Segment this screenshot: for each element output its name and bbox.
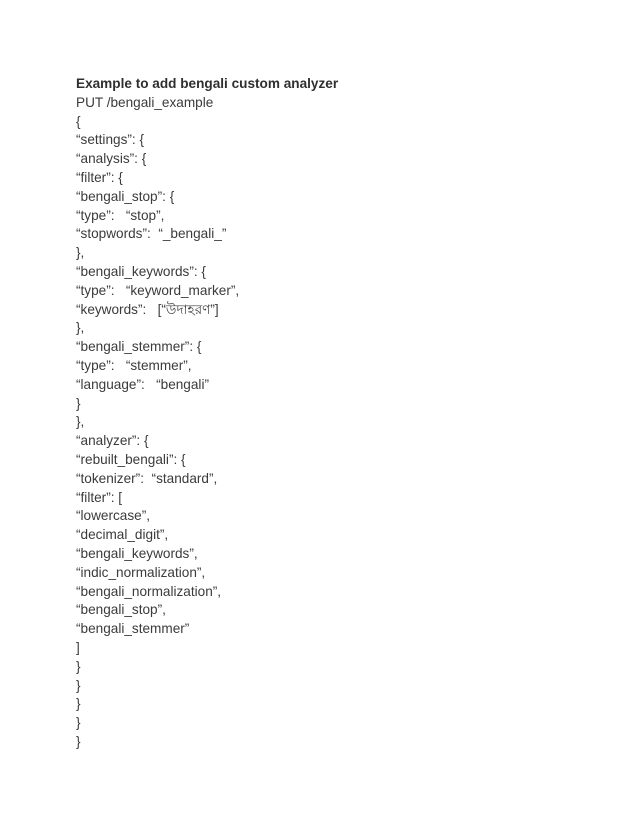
code-line: “type”: “keyword_marker”,	[76, 282, 240, 298]
code-line: “indic_normalization”,	[76, 564, 206, 580]
code-line: {	[76, 113, 81, 129]
code-line: “lowercase”,	[76, 508, 151, 524]
code-line: “filter”: {	[76, 169, 123, 185]
code-line: },	[76, 245, 85, 261]
code-line: “decimal_digit”,	[76, 527, 169, 543]
code-line: “analysis”: {	[76, 151, 147, 167]
code-line: “type”: “stop”,	[76, 207, 165, 223]
code-line: PUT /bengali_example	[76, 94, 214, 110]
code-line: }	[76, 658, 81, 674]
code-line: ]	[76, 639, 80, 655]
document-content	[76, 75, 596, 752]
code-line: },	[76, 414, 85, 430]
code-line: “filter”: [	[76, 489, 123, 505]
code-line: “tokenizer”: “standard”,	[76, 470, 218, 486]
code-line: “bengali_stop”,	[76, 602, 166, 618]
code-line: “type”: “stemmer”,	[76, 357, 192, 373]
code-line: “keywords”: [“উদাহরণ”]	[76, 301, 219, 317]
code-line: “stopwords”: “_bengali_”	[76, 226, 227, 242]
code-line: “settings”: {	[76, 132, 144, 148]
code-line: }	[76, 395, 81, 411]
code-line: “analyzer”: {	[76, 433, 149, 449]
code-line: }	[76, 733, 81, 749]
code-line: }	[76, 696, 81, 712]
code-line: “bengali_keywords”: {	[76, 263, 206, 279]
code-line: }	[76, 715, 81, 731]
code-line: “rebuilt_bengali”: {	[76, 451, 186, 467]
code-line: “language”: “bengali”	[76, 376, 209, 392]
code-line: }	[76, 677, 81, 693]
code-line: “bengali_stop”: {	[76, 188, 175, 204]
code-line: },	[76, 320, 85, 336]
code-line: “bengali_normalization”,	[76, 583, 222, 599]
code-line: “bengali_keywords”,	[76, 545, 198, 561]
code-line: “bengali_stemmer”	[76, 621, 190, 637]
code-line: “bengali_stemmer”: {	[76, 339, 202, 355]
document-heading: Example to add bengali custom analyzer	[76, 76, 339, 91]
